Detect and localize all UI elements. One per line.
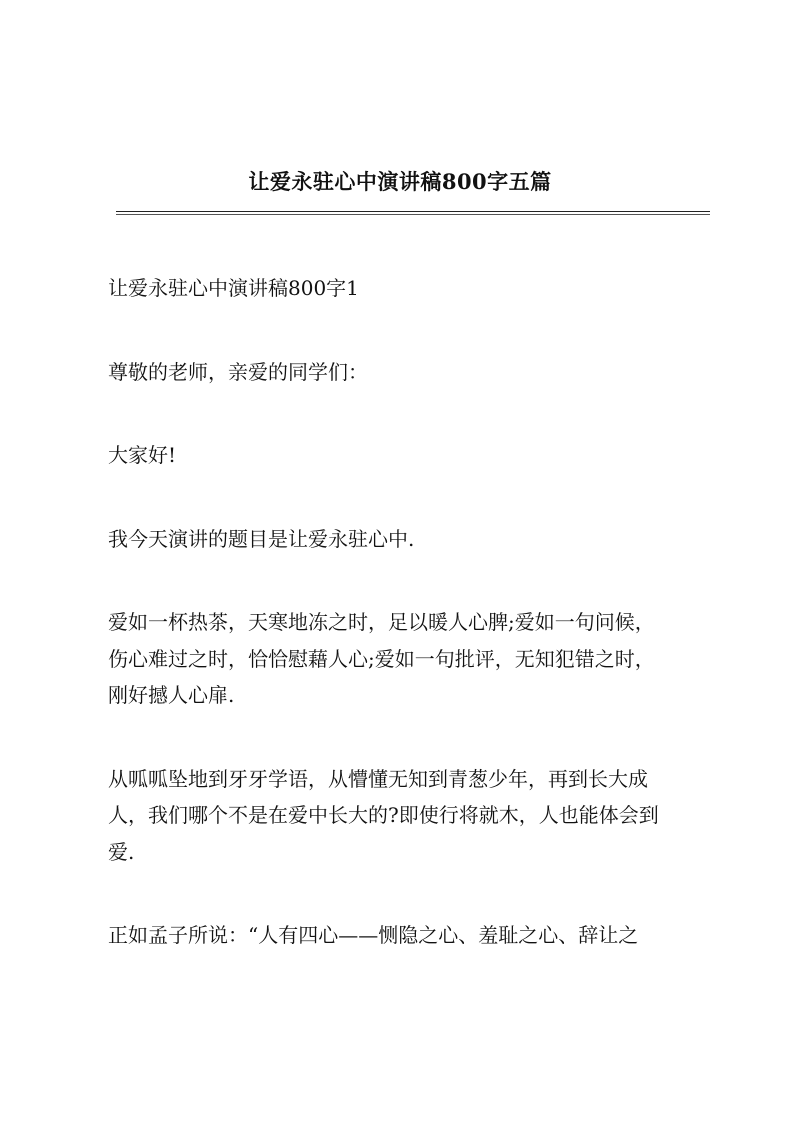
text-line: 伤心难过之时，恰恰慰藉人心;爱如一句批评，无知犯错之时， [108, 646, 655, 671]
paragraph-mencius-quote [108, 917, 700, 954]
paragraph-growing-up [108, 761, 700, 871]
text-line: 爱如一杯热茶，天寒地冻之时，足以暖人心脾;爱如一句问候， [108, 610, 655, 634]
paragraph-greeting [108, 437, 700, 474]
text-line: 爱. [108, 839, 135, 864]
text-line: 人，我们哪个不是在爱中长大的?即使行将就木，人也能体会到 [108, 803, 659, 827]
title-divider [116, 211, 710, 212]
document-title: 让爱永驻心中演讲稿800字五篇 [248, 169, 552, 194]
text-line: 我今天演讲的题目是让爱永驻心中. [108, 526, 415, 551]
paragraph-love-metaphor [108, 604, 700, 714]
text-line: 尊敬的老师，亲爱的同学们： [108, 359, 368, 384]
text-line: 让爱永驻心中演讲稿800字1 [108, 276, 359, 300]
paragraph-heading [108, 270, 700, 307]
paragraph-topic [108, 521, 700, 558]
text-line: 正如孟子所说：“人有四心——恻隐之心、羞耻之心、辞让之 [108, 923, 639, 947]
text-line: 大家好! [108, 443, 177, 467]
document-body [108, 270, 700, 1001]
paragraph-salutation [108, 354, 700, 391]
text-line: 从呱呱坠地到牙牙学语，从懵懂无知到青葱少年，再到长大成 [108, 766, 648, 791]
text-line: 刚好撼人心扉. [108, 683, 235, 707]
